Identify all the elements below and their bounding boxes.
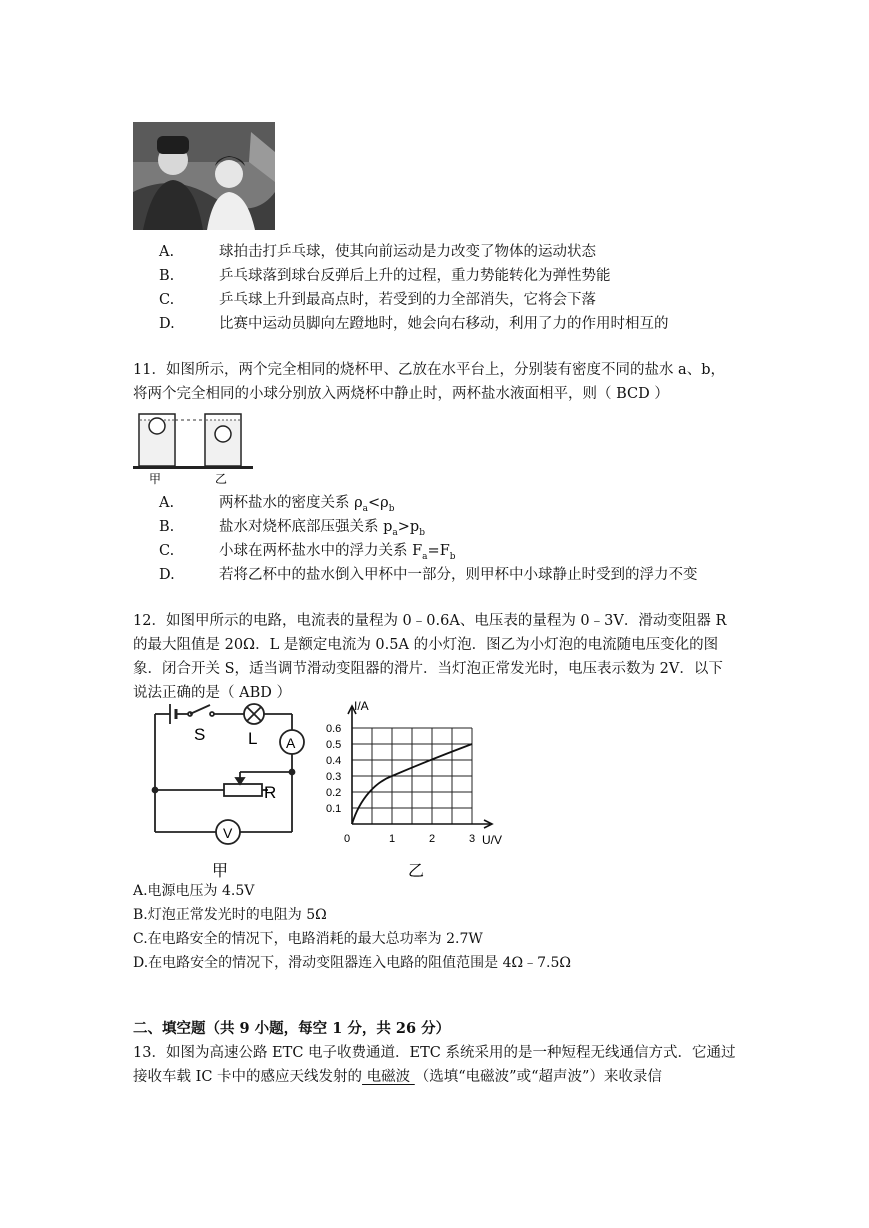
switch-label: S	[194, 725, 206, 744]
ytick-0.5: 0.5	[326, 739, 342, 751]
graph-ylabel: I/A	[354, 699, 369, 713]
xtick-2: 2	[429, 833, 436, 845]
ytick-0.4: 0.4	[326, 755, 342, 767]
circuit-caption: 甲	[212, 861, 229, 880]
q12-option-b: B.灯泡正常发光时的电阻为 5Ω	[133, 907, 327, 923]
beaker-label-yi: 乙	[215, 472, 228, 486]
q12-stem-line2: 的最大阻值是 20Ω．L 是额定电流为 0.5A 的小灯泡．图乙为小灯泡的电流随电压变化的图	[133, 637, 719, 653]
q11-option-d: D. 若将乙杯中的盐水倒入甲杯中一部分，则甲杯中小球静止时受到的浮力不变	[159, 567, 698, 583]
section2-heading: 二、填空题（共 9 小题，每空 1 分，共 26 分）	[133, 1020, 451, 1037]
q12-option-a: A.电源电压为 4.5V	[133, 883, 255, 899]
q10-option-b: B. 乒乓球落到球台反弹后上升的过程，重力势能转化为弹性势能	[159, 268, 611, 284]
ytick-0.1: 0.1	[326, 803, 342, 815]
q12-option-d: D.在电路安全的情况下，滑动变阻器连入电路的阻值范围是 4Ω﹣7.5Ω	[133, 955, 572, 971]
graph-xlabel: U/V	[482, 833, 503, 847]
q11-option-a: A. 两杯盐水的密度关系 $\rho_a<\rho_b$	[159, 495, 395, 514]
current-voltage-graph	[320, 696, 520, 882]
ytick-0.2: 0.2	[326, 787, 342, 799]
q10-option-c: C. 乒乓球上升到最高点时，若受到的力全部消失，它将会下落	[159, 292, 596, 308]
xtick-1: 1	[389, 833, 396, 845]
q12-option-c: C.在电路安全的情况下，电路消耗的最大总功率为 2.7W	[133, 931, 483, 947]
graph-caption: 乙	[408, 861, 425, 880]
xtick-3: 3	[469, 833, 476, 845]
q11-stem-line2: 将两个完全相同的小球分别放入两烧杯中静止时，两杯盐水液面相平，则（ BCD ）	[133, 386, 669, 402]
q12-stem-line4: 说法正确的是（ ABD ）	[133, 685, 291, 701]
q10-option-a: A. 球拍击打乒乓球，使其向前运动是力改变了物体的运动状态	[159, 244, 596, 260]
xtick-0: 0	[344, 833, 351, 845]
q12-stem-line1: 12．如图甲所示的电路，电流表的量程为 0﹣0.6A、电压表的量程为 0﹣3V．滑动变阻器 R	[133, 613, 727, 629]
q11-stem-line1: 11．如图所示，两个完全相同的烧杯甲、乙放在水平台上，分别装有密度不同的盐水 a、b，	[133, 362, 725, 378]
q10-option-d: D. 比赛中运动员脚向左蹬地时，她会向右移动，利用了力的作用时相互的	[159, 316, 669, 332]
q13-stem-line2: 接收车载 IC 卡中的感应天线发射的 电磁波 （选填“电磁波”或“超声波”）来收录信	[133, 1069, 662, 1085]
q13-answer: 电磁波	[362, 1069, 415, 1085]
q11-option-b: B. 盐水对烧杯底部压强关系 $p_a>p_b$	[159, 519, 425, 538]
ammeter-label: A	[286, 735, 296, 751]
beakers-figure	[133, 408, 253, 490]
ytick-0.6: 0.6	[326, 723, 342, 735]
lamp-label: L	[248, 729, 258, 748]
q12-stem-line3: 象．闭合开关 S，适当调节滑动变阻器的滑片．当灯泡正常发光时，电压表示数为 2V．以下	[133, 661, 723, 677]
circuit-diagram	[140, 700, 320, 882]
rheostat-label: R	[264, 783, 277, 802]
q11-option-c: C. 小球在两杯盐水中的浮力关系 $F_a=F_b$	[159, 543, 456, 562]
voltmeter-label: V	[223, 825, 233, 841]
table-tennis-photo	[133, 122, 275, 230]
q13-stem-line1: 13．如图为高速公路 ETC 电子收费通道．ETC 系统采用的是一种短程无线通信方式．它通过	[133, 1045, 736, 1061]
beaker-label-jia: 甲	[149, 472, 162, 486]
ytick-0.3: 0.3	[326, 771, 342, 783]
